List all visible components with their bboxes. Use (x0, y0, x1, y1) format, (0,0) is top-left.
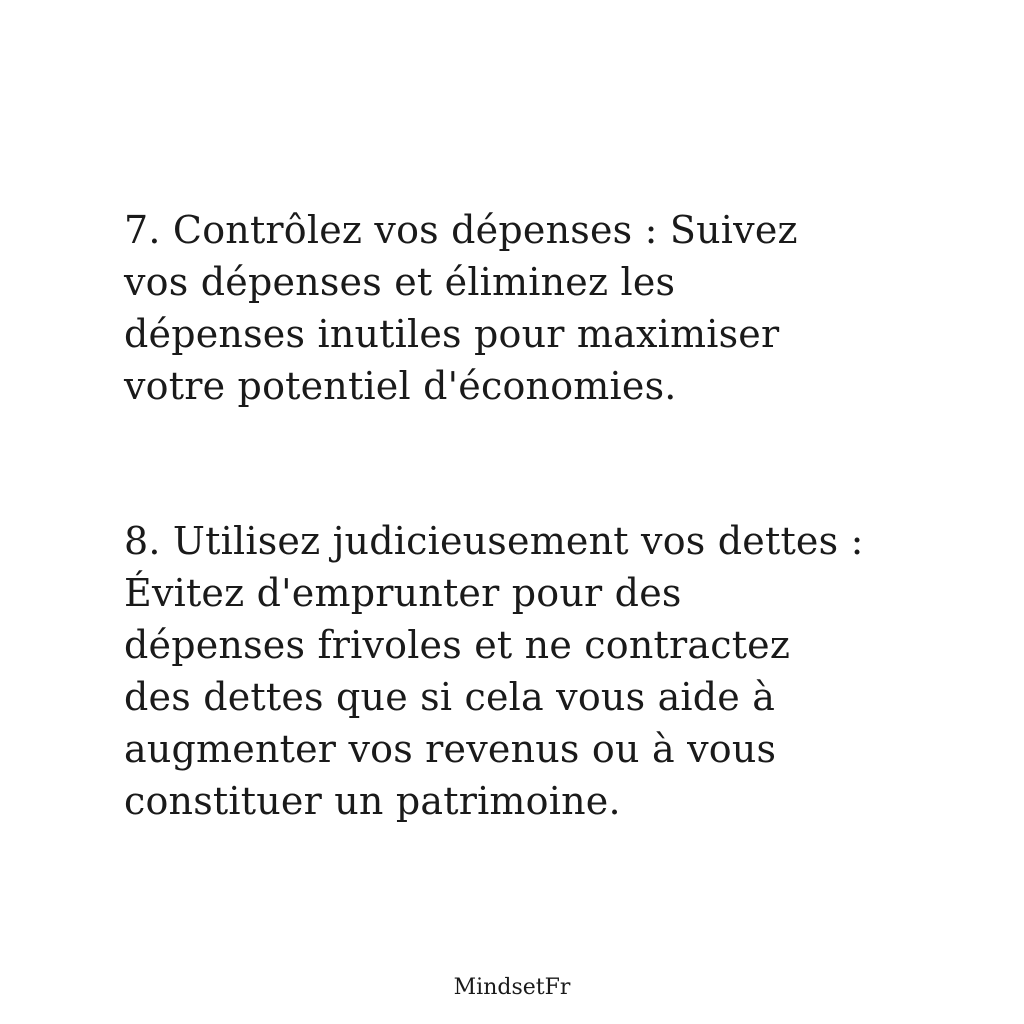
tip-8-line: constituer un patrimoine. (124, 779, 621, 823)
brand-signature: MindsetFr (453, 975, 571, 1000)
tip-7-paragraph (124, 204, 798, 412)
tip-7-line: vos dépenses et éliminez les (124, 260, 676, 304)
tip-8-line: Évitez d'emprunter pour des (124, 571, 682, 615)
tip-7-line: votre potentiel d'économies. (124, 364, 677, 408)
tip-8-line: augmenter vos revenus ou à vous (124, 727, 777, 771)
tip-8-paragraph (124, 515, 864, 827)
tip-8-line: des dettes que si cela vous aide à (124, 675, 776, 719)
tip-8-line: 8. Utilisez judicieusement vos dettes : (124, 519, 864, 563)
tip-8-line: dépenses frivoles et ne contractez (124, 623, 791, 667)
tip-7-line: 7. Contrôlez vos dépenses : Suivez (124, 208, 798, 252)
tip-7-line: dépenses inutiles pour maximiser (124, 312, 780, 356)
